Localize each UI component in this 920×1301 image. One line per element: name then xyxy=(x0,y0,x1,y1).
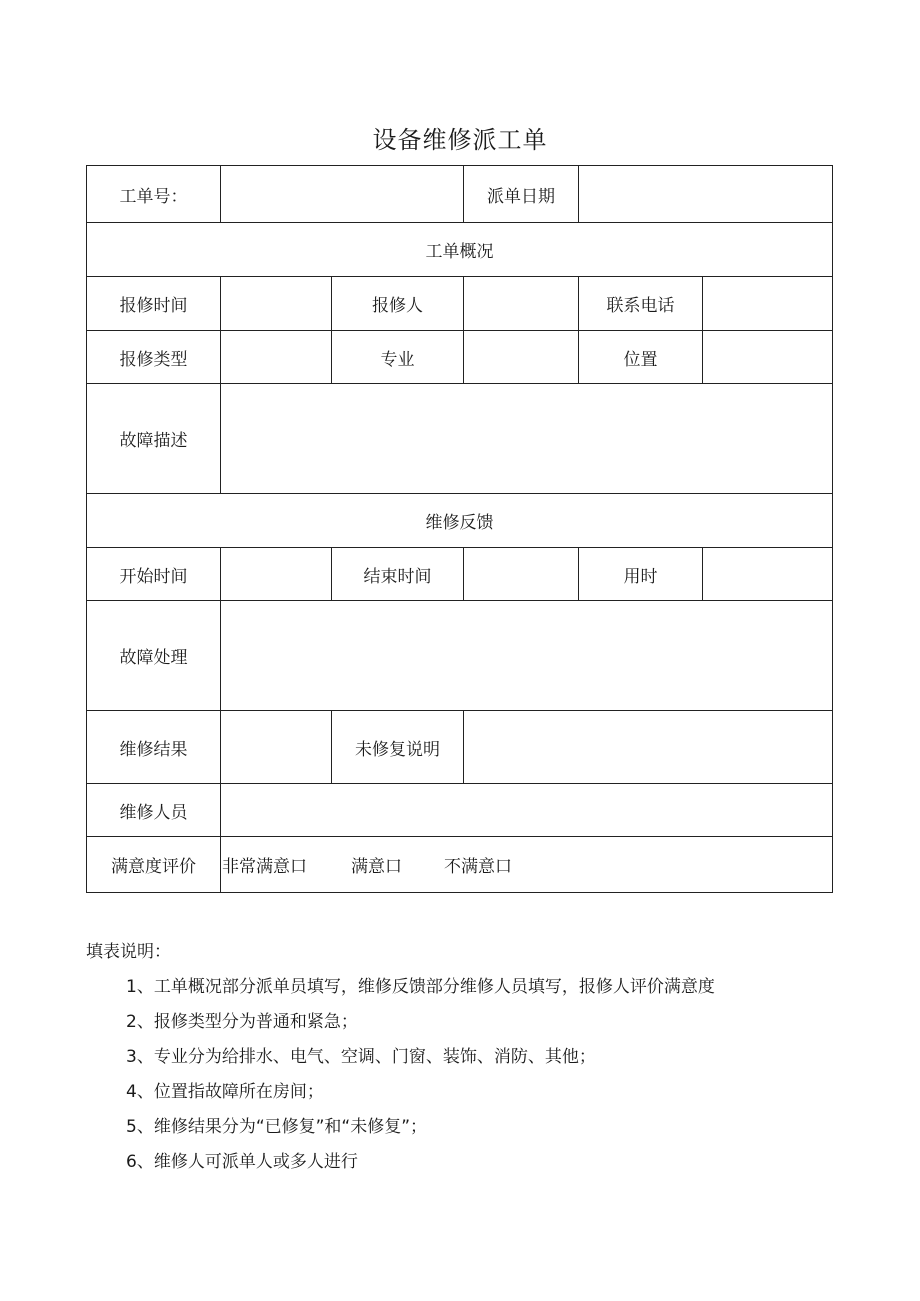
dispatch-date-label: 派单日期 xyxy=(464,166,579,223)
satisfaction-option-unsatisfied[interactable]: 不满意口 xyxy=(444,857,512,877)
instruction-item: 2、报修类型分为普通和紧急； xyxy=(126,1012,358,1032)
fault-handling-field[interactable] xyxy=(221,601,833,711)
instruction-item: 3、专业分为给排水、电气、空调、门窗、装饰、消防、其他； xyxy=(126,1047,596,1067)
repair-staff-label: 维修人员 xyxy=(87,784,221,837)
phone-field[interactable] xyxy=(703,277,833,331)
report-time-label: 报修时间 xyxy=(87,277,221,331)
work-order-form xyxy=(86,165,833,893)
unrepaired-note-label: 未修复说明 xyxy=(332,711,464,784)
instruction-item: 1、工单概况部分派单员填写，维修反馈部分维修人员填写，报修人评价满意度 xyxy=(126,977,715,997)
fault-desc-field[interactable] xyxy=(221,384,833,494)
specialty-field[interactable] xyxy=(464,331,579,384)
location-label: 位置 xyxy=(579,331,703,384)
duration-field[interactable] xyxy=(703,548,833,601)
reporter-field[interactable] xyxy=(464,277,579,331)
report-type-field[interactable] xyxy=(221,331,332,384)
unrepaired-note-field[interactable] xyxy=(464,711,833,784)
specialty-label: 专业 xyxy=(332,331,464,384)
satisfaction-option-satisfied[interactable]: 满意口 xyxy=(351,857,402,877)
repair-result-field[interactable] xyxy=(221,711,332,784)
instruction-item: 6、维修人可派单人或多人进行 xyxy=(126,1152,358,1172)
page-title: 设备维修派工单 xyxy=(372,126,548,154)
satisfaction-label: 满意度评价 xyxy=(87,837,221,893)
order-no-field[interactable] xyxy=(221,166,464,223)
location-field[interactable] xyxy=(703,331,833,384)
instructions xyxy=(86,935,846,1180)
satisfaction-option-very-satisfied[interactable]: 非常满意口 xyxy=(222,857,307,877)
order-no-label: 工单号： xyxy=(87,166,221,223)
instructions-list xyxy=(86,970,846,1180)
fault-handling-label: 故障处理 xyxy=(87,601,221,711)
report-type-label: 报修类型 xyxy=(87,331,221,384)
report-time-field[interactable] xyxy=(221,277,332,331)
dispatch-date-field[interactable] xyxy=(579,166,833,223)
start-time-label: 开始时间 xyxy=(87,548,221,601)
instruction-item: 5、维修结果分为“已修复”和“未修复”； xyxy=(126,1117,428,1137)
instruction-item: 4、位置指故障所在房间； xyxy=(126,1082,324,1102)
overview-section-header: 工单概况 xyxy=(87,223,833,277)
instructions-heading: 填表说明： xyxy=(86,942,171,962)
repair-result-label: 维修结果 xyxy=(87,711,221,784)
end-time-field[interactable] xyxy=(464,548,579,601)
feedback-section-header: 维修反馈 xyxy=(87,494,833,548)
duration-label: 用时 xyxy=(579,548,703,601)
start-time-field[interactable] xyxy=(221,548,332,601)
end-time-label: 结束时间 xyxy=(332,548,464,601)
fault-desc-label: 故障描述 xyxy=(87,384,221,494)
satisfaction-options xyxy=(221,837,833,893)
reporter-label: 报修人 xyxy=(332,277,464,331)
repair-staff-field[interactable] xyxy=(221,784,833,837)
phone-label: 联系电话 xyxy=(579,277,703,331)
